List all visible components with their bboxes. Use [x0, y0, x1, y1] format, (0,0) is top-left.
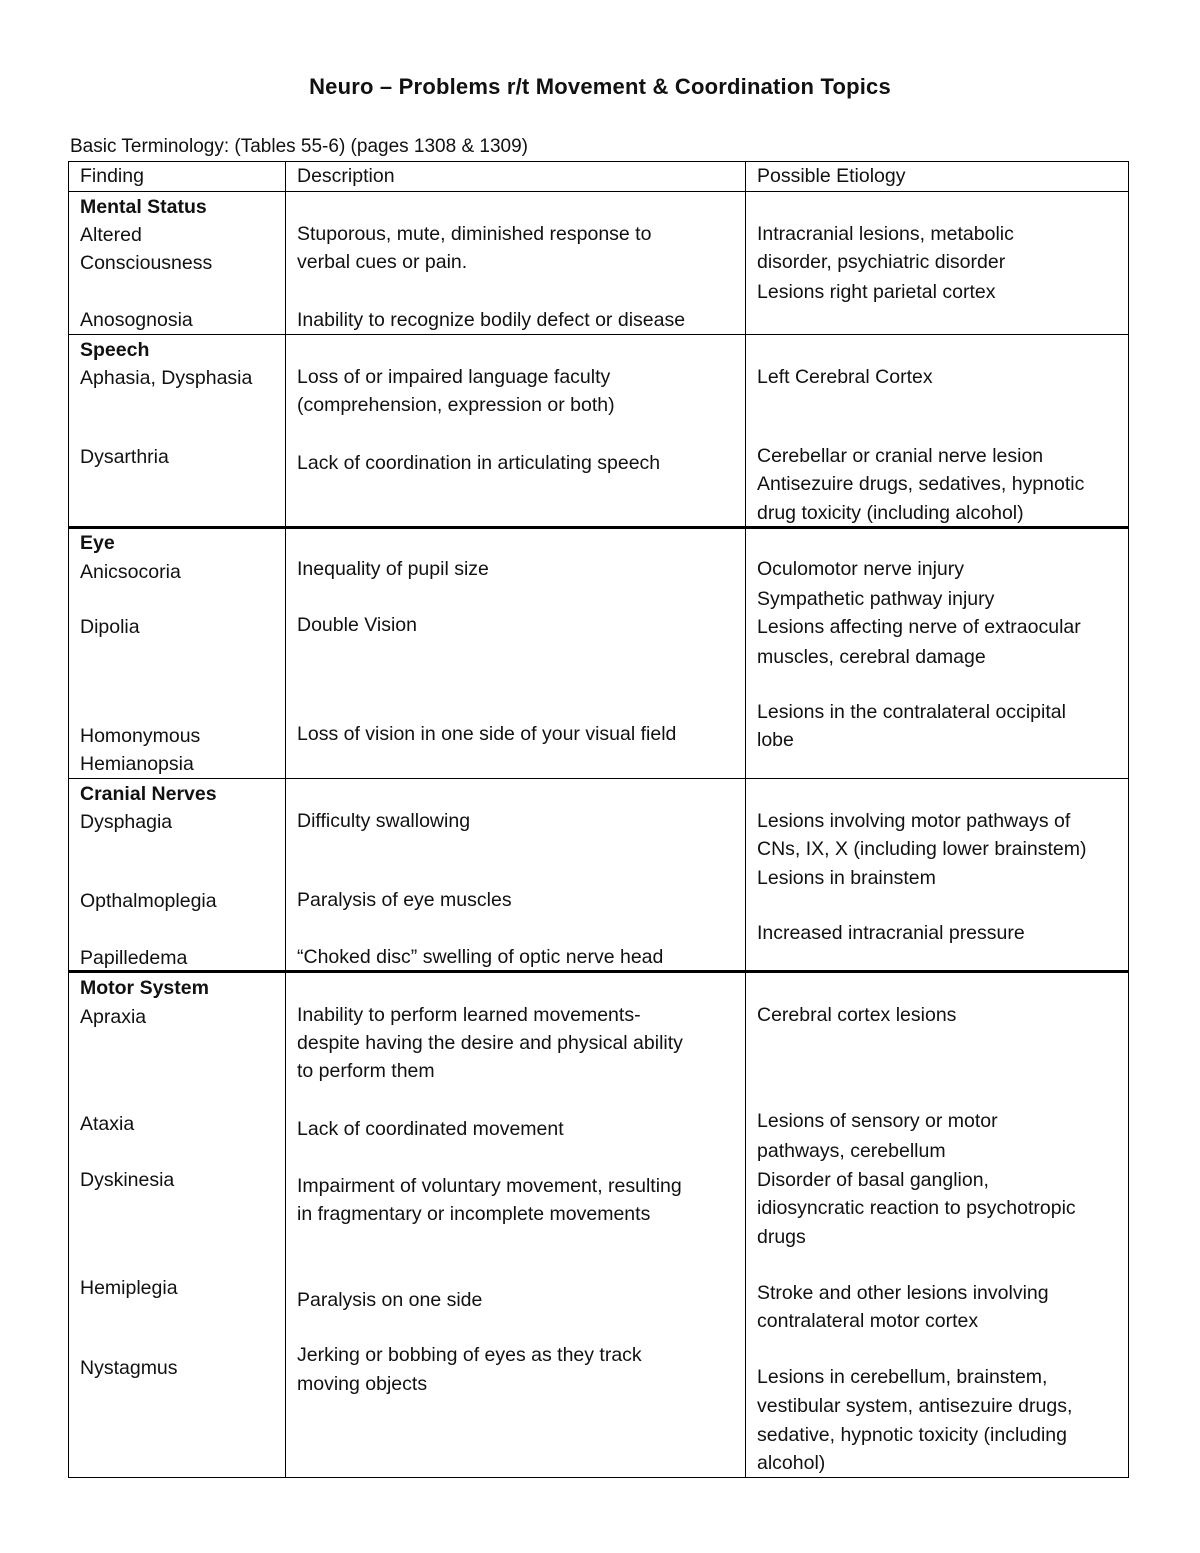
finding-cell: Anicsocoria: [80, 561, 181, 583]
etiology-cell: Cerebellar or cranial nerve lesion: [757, 445, 1044, 467]
section-row-cranial-nerves: [69, 779, 1129, 972]
finding-cell: Dipolia: [80, 616, 140, 638]
section-row-motor-system: [69, 972, 1129, 1478]
description-cell: Inability to perform learned movements-: [297, 1004, 641, 1026]
finding-cell: Anosognosia: [80, 309, 193, 331]
finding-cell: Ataxia: [80, 1113, 135, 1135]
description-cell: moving objects: [297, 1373, 428, 1395]
header-description: Description: [286, 162, 746, 192]
section-row-eye: [69, 528, 1129, 779]
header-finding: Finding: [69, 162, 286, 192]
finding-cell: Apraxia: [80, 1006, 147, 1028]
table-header-row: [69, 162, 1129, 192]
etiology-cell: alcohol): [757, 1452, 826, 1474]
description-cell: “Choked disc” swelling of optic nerve head: [297, 946, 664, 968]
description-cell: to perform them: [297, 1060, 435, 1082]
section-label-speech: Speech: [80, 339, 150, 361]
finding-cell: Aphasia, Dysphasia: [80, 367, 253, 389]
finding-cell: Dysarthria: [80, 446, 169, 468]
description-cell: Paralysis of eye muscles: [297, 889, 512, 911]
etiology-cell: Disorder of basal ganglion,: [757, 1169, 989, 1191]
etiology-cell: muscles, cerebral damage: [757, 646, 986, 668]
description-cell: Loss of or impaired language faculty: [297, 366, 611, 388]
etiology-cell: Lesions in the contralateral occipital: [757, 701, 1066, 723]
etiology-cell: Oculomotor nerve injury: [757, 558, 964, 580]
section-label-eye: Eye: [80, 532, 115, 554]
etiology-cell: Cerebral cortex lesions: [757, 1004, 957, 1026]
terminology-table: [68, 161, 1129, 1478]
etiology-cell: pathways, cerebellum: [757, 1140, 946, 1162]
section-label-cranial-nerves: Cranial Nerves: [80, 783, 217, 805]
etiology-cell: Intracranial lesions, metabolic: [757, 223, 1014, 245]
finding-cell: Hemianopsia: [80, 753, 194, 775]
etiology-cell: Sympathetic pathway injury: [757, 588, 995, 610]
etiology-cell: vestibular system, antisezuire drugs,: [757, 1395, 1073, 1417]
etiology-cell: Lesions involving motor pathways of: [757, 810, 1071, 832]
etiology-cell: Left Cerebral Cortex: [757, 366, 933, 388]
description-cell: Jerking or bobbing of eyes as they track: [297, 1344, 642, 1366]
etiology-cell: Increased intracranial pressure: [757, 922, 1025, 944]
description-cell: Stuporous, mute, diminished response to: [297, 223, 652, 245]
etiology-cell: Lesions in cerebellum, brainstem,: [757, 1366, 1048, 1388]
section-label-mental-status: Mental Status: [80, 196, 207, 218]
finding-cell: Nystagmus: [80, 1357, 178, 1379]
description-cell: Loss of vision in one side of your visual field: [297, 723, 677, 745]
finding-cell: Altered: [80, 224, 142, 246]
etiology-cell: sedative, hypnotic toxicity (including: [757, 1424, 1067, 1446]
description-cell: in fragmentary or incomplete movements: [297, 1203, 651, 1225]
description-cell: Double Vision: [297, 614, 417, 636]
description-cell: Lack of coordination in articulating speech: [297, 452, 661, 474]
description-cell: despite having the desire and physical ability: [297, 1032, 683, 1054]
etiology-cell: Lesions affecting nerve of extraocular: [757, 616, 1081, 638]
description-cell: Lack of coordinated movement: [297, 1118, 564, 1140]
finding-cell: Hemiplegia: [80, 1277, 178, 1299]
section-row-speech: [69, 335, 1129, 528]
etiology-cell: Antisezuire drugs, sedatives, hypnotic: [757, 473, 1085, 495]
description-cell: (comprehension, expression or both): [297, 394, 615, 416]
description-cell: Difficulty swallowing: [297, 810, 471, 832]
etiology-cell: idiosyncratic reaction to psychotropic: [757, 1197, 1076, 1219]
finding-cell: Opthalmoplegia: [80, 890, 217, 912]
description-cell: Inequality of pupil size: [297, 558, 489, 580]
etiology-cell: Stroke and other lesions involving: [757, 1282, 1049, 1304]
finding-cell: Papilledema: [80, 947, 188, 969]
description-cell: Impairment of voluntary movement, resulting: [297, 1175, 682, 1197]
description-cell: Inability to recognize bodily defect or disease: [297, 309, 686, 331]
finding-cell: Dysphagia: [80, 811, 173, 833]
finding-cell: Homonymous: [80, 725, 201, 747]
etiology-cell: contralateral motor cortex: [757, 1310, 979, 1332]
etiology-cell: disorder, psychiatric disorder: [757, 251, 1006, 273]
document-subtitle: Basic Terminology: (Tables 55-6) (pages 1308 & 1309): [70, 136, 529, 157]
document-title: Neuro – Problems r/t Movement & Coordination Topics: [309, 74, 891, 99]
description-cell: Paralysis on one side: [297, 1289, 483, 1311]
finding-cell: Consciousness: [80, 252, 213, 274]
section-label-motor-system: Motor System: [80, 977, 209, 999]
header-possible-etiology: Possible Etiology: [746, 162, 1129, 192]
etiology-cell: CNs, IX, X (including lower brainstem): [757, 838, 1087, 860]
section-row-mental-status: [69, 192, 1129, 335]
finding-cell: Dyskinesia: [80, 1169, 175, 1191]
etiology-cell: lobe: [757, 729, 794, 751]
etiology-cell: Lesions right parietal cortex: [757, 281, 996, 303]
etiology-cell: Lesions in brainstem: [757, 867, 936, 889]
etiology-cell: Lesions of sensory or motor: [757, 1110, 998, 1132]
description-cell: verbal cues or pain.: [297, 251, 468, 273]
etiology-cell: drug toxicity (including alcohol): [757, 502, 1024, 524]
etiology-cell: drugs: [757, 1226, 806, 1248]
